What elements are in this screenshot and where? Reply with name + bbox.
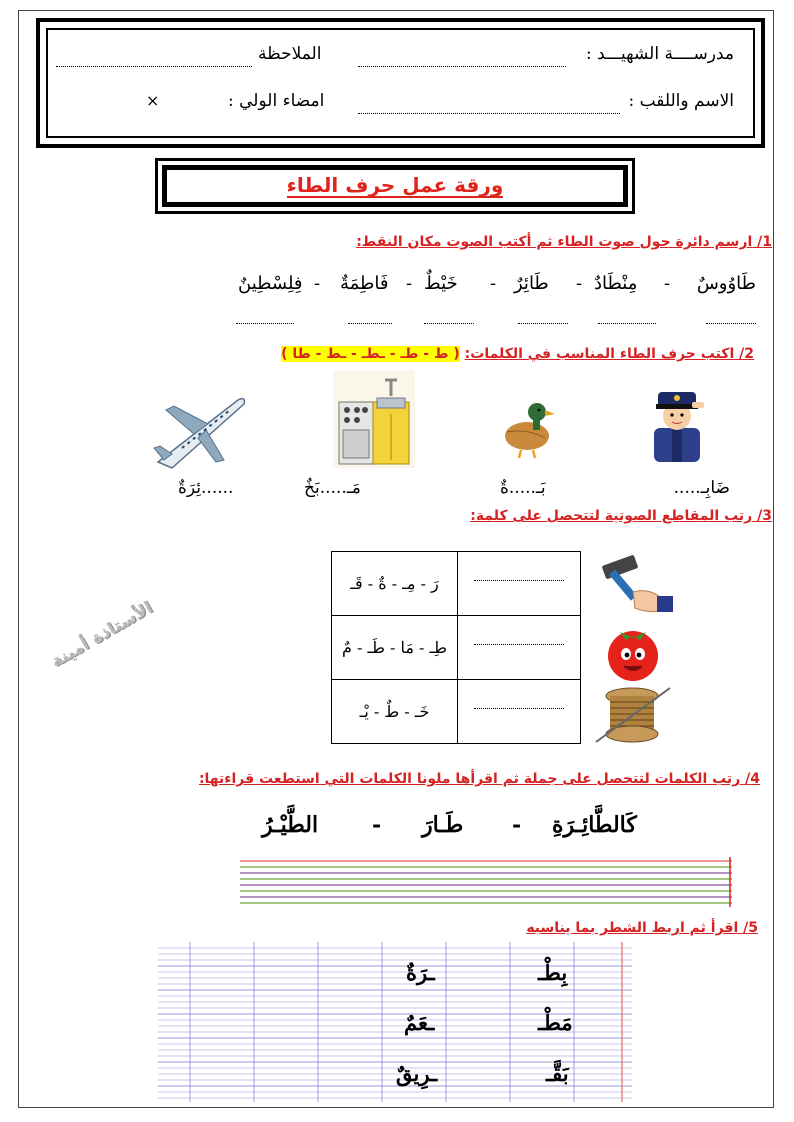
q3-instruction: رتب المقاطع الصوتية لتتحصل على كلمة: <box>470 508 753 524</box>
table-row <box>332 616 581 680</box>
q1-separator: - <box>490 273 497 294</box>
answer-cell[interactable] <box>458 616 581 680</box>
q5-left-part[interactable]: ـرِيقٌ <box>396 1061 438 1086</box>
duck-icon <box>497 392 557 462</box>
q5-right-part[interactable]: بَقَّـ <box>546 1061 569 1086</box>
q4-word[interactable]: كَالطَّائِـرَةِ <box>552 812 637 838</box>
q1-answer-blank[interactable] <box>598 322 656 324</box>
syllables-text: خَـ - طٌ - يْـ <box>359 702 430 721</box>
syllables-cell <box>332 616 458 680</box>
tomato-icon <box>600 620 666 684</box>
q4-separator: - <box>512 812 522 838</box>
q2-word[interactable]: ضَابِـ..... <box>673 478 730 498</box>
table-row <box>332 552 581 616</box>
q1-separator: - <box>576 273 583 294</box>
q4-word[interactable]: الطَّيْـرُ <box>262 812 319 838</box>
q2-options: ( ط - طـ - ـطـ - ـط - طا ) <box>281 346 460 362</box>
title-box <box>155 158 635 214</box>
q1-word[interactable]: مِنْطَادٌ <box>594 273 638 294</box>
q1-word[interactable]: طَائِرٌ <box>514 273 549 294</box>
q2-instruction: اكتب حرف الطاء المناسب في الكلمات: <box>464 346 735 362</box>
police-officer-icon <box>646 384 708 462</box>
worksheet-title: ورقة عمل حرف الطاء <box>286 173 504 197</box>
q5-heading <box>526 920 758 936</box>
syllables-cell <box>332 680 458 744</box>
q1-separator: - <box>664 273 671 294</box>
q1-word[interactable]: طَاوُوسٌ <box>696 273 756 294</box>
note-label: الملاحظة <box>258 44 322 64</box>
q1-answer-blank[interactable] <box>348 322 392 324</box>
q3-number: 3/ <box>757 508 772 524</box>
q1-separator: - <box>314 273 321 294</box>
q5-number: 5/ <box>743 920 758 936</box>
q1-instruction: ارسم دائرة حول صوت الطاء ثم أكتب الصوت مكان النقط: <box>356 234 753 250</box>
q4-instruction: رتب الكلمات لتتحصل على جملة ثم اقرأها ملونا الكلمات التي استطعت قراءتها: <box>198 771 741 787</box>
school-field[interactable] <box>358 52 566 67</box>
answer-cell[interactable] <box>458 680 581 744</box>
q2-heading <box>281 346 754 362</box>
teacher-stamp: الأستاذة أمينة <box>47 597 157 673</box>
q2-word[interactable]: مَـ.....بَخٌ <box>304 478 361 498</box>
q1-separator: - <box>406 273 413 294</box>
note-field[interactable] <box>56 52 252 67</box>
q4-word[interactable]: طَـارَ <box>422 812 464 838</box>
q2-word[interactable]: ......ئِرَةٌ <box>178 478 234 498</box>
writing-lines[interactable] <box>240 857 732 907</box>
thread-spool-icon <box>590 684 674 746</box>
title-inner-frame <box>162 165 628 207</box>
school-label: مدرســــة الشهيـــد : <box>586 44 734 64</box>
name-label: الاسم واللقب : <box>628 91 734 111</box>
q1-word[interactable]: فَاطِمَةٌ <box>340 273 389 294</box>
q5-left-part[interactable]: ـعَمٌ <box>404 1010 435 1035</box>
q1-answer-blank[interactable] <box>424 322 474 324</box>
q3-heading <box>470 508 772 524</box>
q1-word[interactable]: فِلِسْطِينٌ <box>238 273 303 294</box>
guardian-signature-mark[interactable]: × <box>146 91 160 110</box>
q1-answer-blank[interactable] <box>706 322 756 324</box>
q1-answer-blank[interactable] <box>518 322 568 324</box>
q5-right-part[interactable]: مَطْـ <box>538 1010 573 1035</box>
airplane-icon <box>150 390 250 470</box>
q4-separator: - <box>372 812 382 838</box>
syllables-text: طِـ - مَا - طَـ - مٌ <box>342 638 447 657</box>
syllables-table <box>331 551 581 744</box>
header-box <box>36 18 765 148</box>
q5-right-part[interactable]: بِطْـ <box>538 960 568 985</box>
table-row <box>332 680 581 744</box>
guardian-label: امضاء الولي : <box>228 91 325 111</box>
answer-cell[interactable] <box>458 552 581 616</box>
q5-instruction: اقرأ ثم اربط الشطر بما يناسبه <box>526 920 739 936</box>
q1-word[interactable]: خَيْطٌ <box>424 273 458 294</box>
q1-number: 1/ <box>757 234 772 250</box>
q1-answer-blank[interactable] <box>236 322 294 324</box>
name-field[interactable] <box>358 99 620 114</box>
syllables-text: رَ - مِـ - ةٌ - قَـ <box>350 574 439 593</box>
syllables-cell <box>332 552 458 616</box>
kitchen-icon <box>333 370 415 468</box>
q2-number: 2/ <box>739 346 754 362</box>
q4-heading <box>199 771 760 787</box>
q4-number: 4/ <box>745 771 760 787</box>
q5-left-part[interactable]: ـرَةٌ <box>406 960 435 985</box>
q1-heading <box>356 234 772 250</box>
hammer-icon <box>583 552 677 618</box>
q2-word[interactable]: بَـ.....ةٌ <box>500 478 546 498</box>
